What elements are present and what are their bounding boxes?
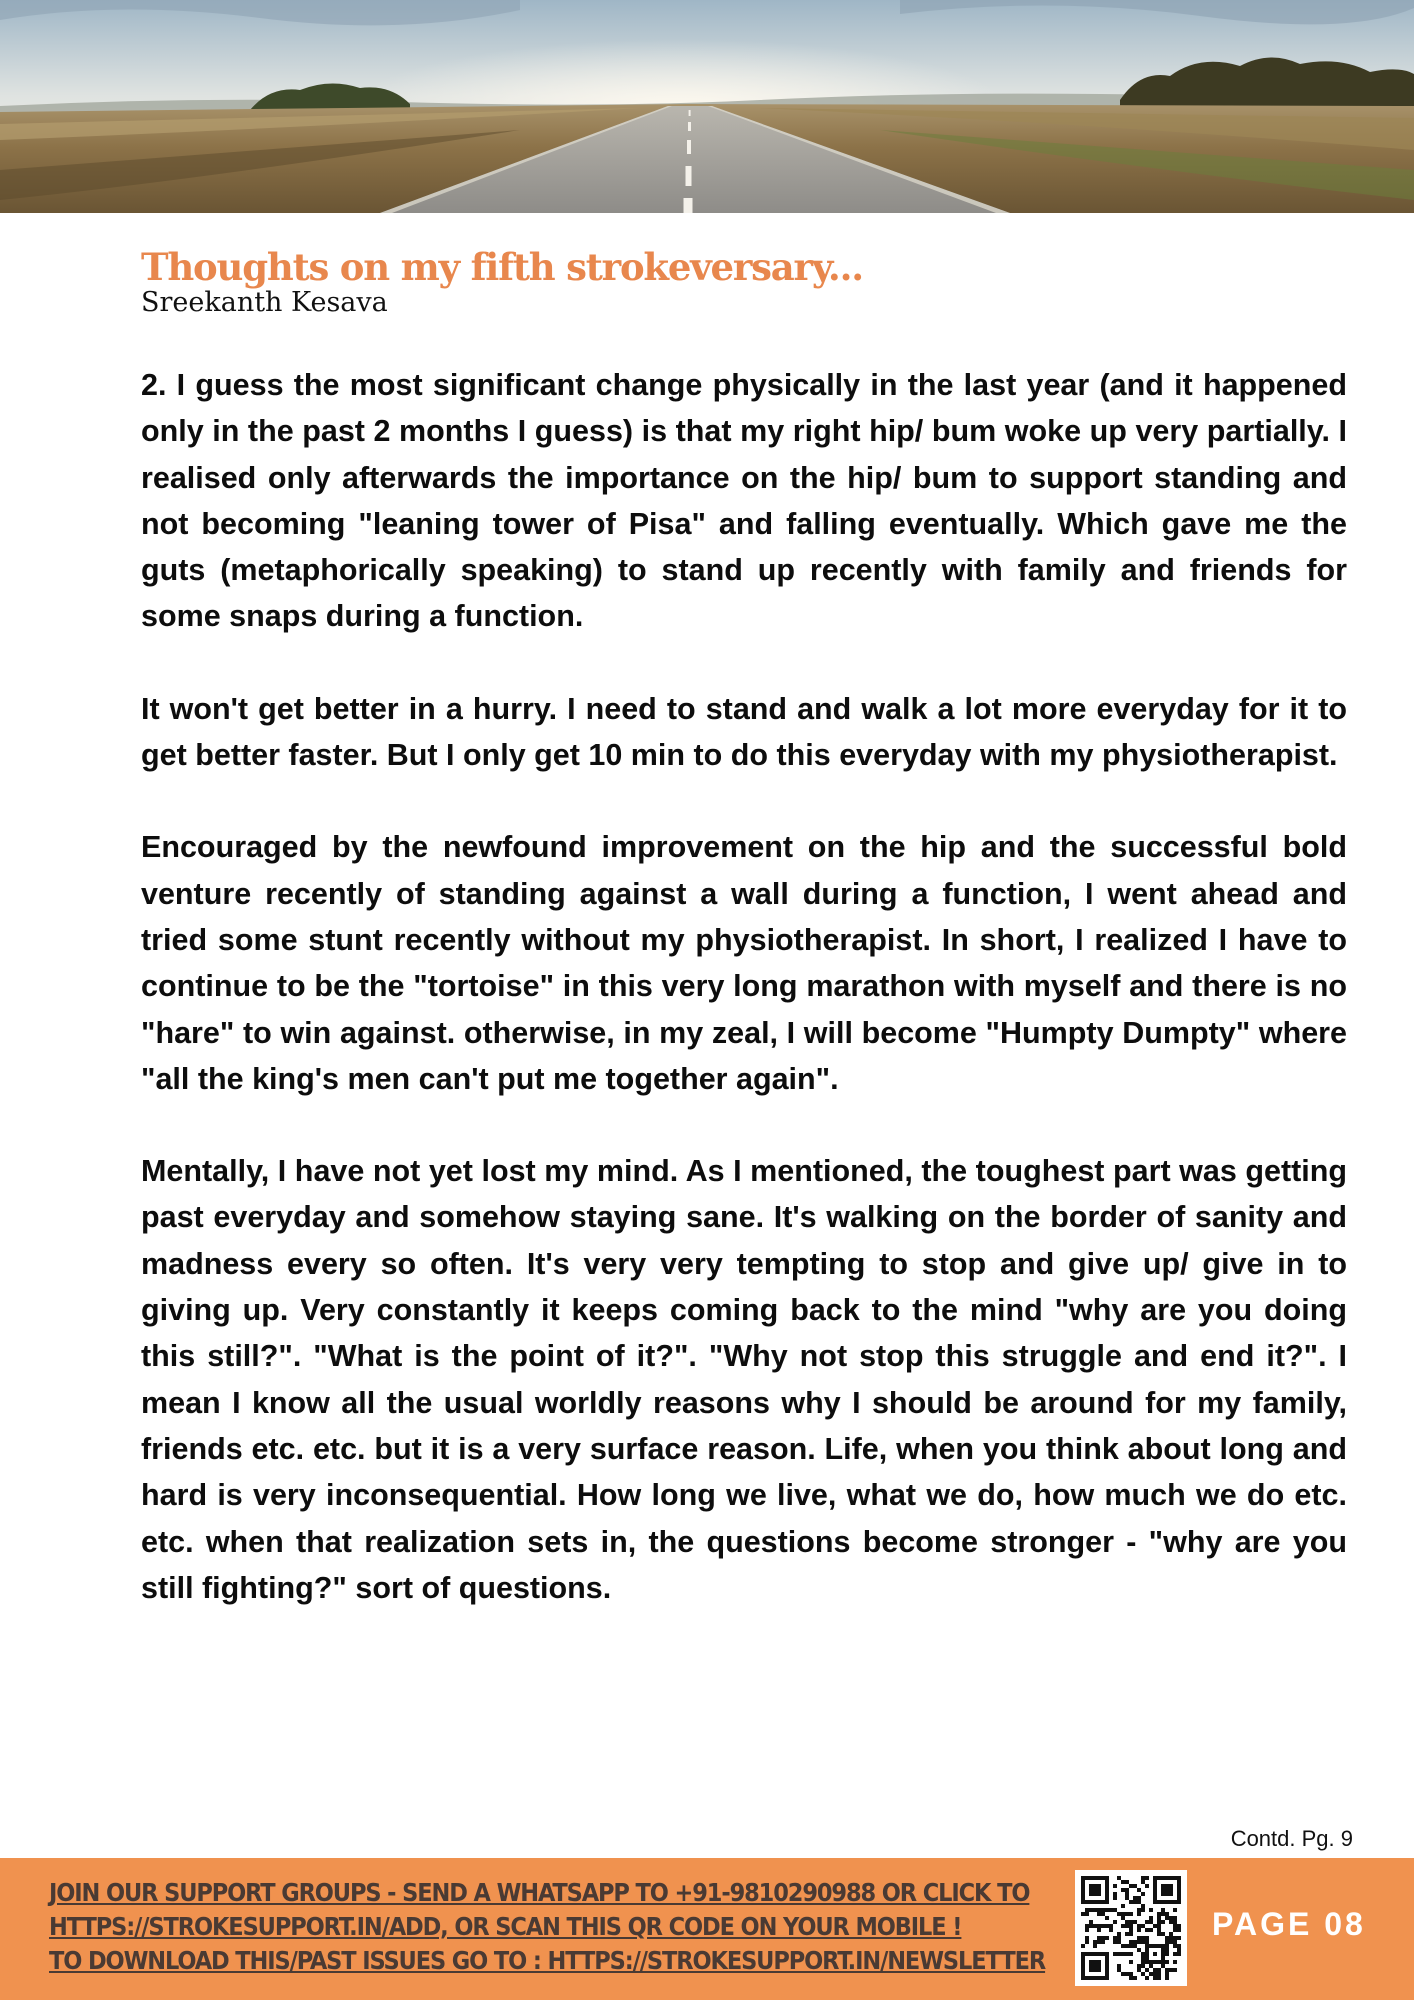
article-paragraph-1: 2. I guess the most significant change physically in the last year (and it happened only in the past 2 months I guess) is that my right hip/ bum woke up very partially. I realised only afterwards the importance on the hip/ bum to support standing and not becoming "leaning tower of Pisa" and falling eventually. Which gave me the guts (metaphorically speaking) to stand up recently with family and friends for some snaps during a function. [141,368,1347,634]
page-number: PAGE 08 [1212,1906,1366,1942]
support-group-info [49,1876,1059,1978]
footer-banner [0,1858,1414,2000]
road-landscape-illustration [0,0,1414,213]
article [141,244,1347,1611]
qr-code-icon[interactable] [1075,1870,1187,1986]
article-title: Thoughts on my fifth strokeversary... [141,245,863,289]
header-landscape-image [0,0,1414,213]
continued-note: Contd. Pg. 9 [1230,1826,1353,1851]
article-paragraph-2: It won't get better in a hurry. I need to stand and walk a lot more everyday for it to get better faster. But I only get 10 min to do this everyday with my physiotherapist. [141,691,1347,773]
article-paragraph-4: Mentally, I have not yet lost my mind. As I mentioned, the toughest part was getting past everyday and somehow staying sane. It's walking on the border of sanity and madness every so often. It's very very tempting to stop and give up/ give in to giving up. Very constantly it keeps coming back to the mind "why are you doing this still?". "What is the point of it?". "Why not stop this struggle and end it?". I mean I know all the usual worldly reasons why I should be around for my family, friends etc. etc. but it is a very surface reason. Life, when you think about long and hard is very inconsequential. How long we live, what we do, how much we do etc. etc. when that realization sets in, the questions become stronger - "why are you still fighting?" sort of questions. [141,1154,1347,1605]
qr-code-pattern [1081,1876,1181,1980]
article-author: Sreekanth Kesava [141,287,388,318]
footer-link-whatsapp[interactable]: JOIN OUR SUPPORT GROUPS - SEND A WHATSAPP TO +91-9810290988 OR CLICK TO [49,1878,1030,1907]
footer-link-add[interactable]: HTTPS://STROKESUPPORT.IN/ADD, OR SCAN THIS QR CODE ON YOUR MOBILE ! [49,1912,962,1941]
footer-link-newsletter[interactable]: TO DOWNLOAD THIS/PAST ISSUES GO TO : HTTPS://STROKESUPPORT.IN/NEWSLETTER [49,1946,1046,1975]
article-paragraph-3: Encouraged by the newfound improvement on the hip and the successful bold venture recently of standing against a wall during a function, I went ahead and tried some stunt recently without my physiotherapist. In short, I realized I have to continue to be the "tortoise" in this very long marathon with myself and there is no "hare" to win against. otherwise, in my zeal, I will become "Humpty Dumpty" where "all the king's men can't put me together again". [141,830,1347,1096]
